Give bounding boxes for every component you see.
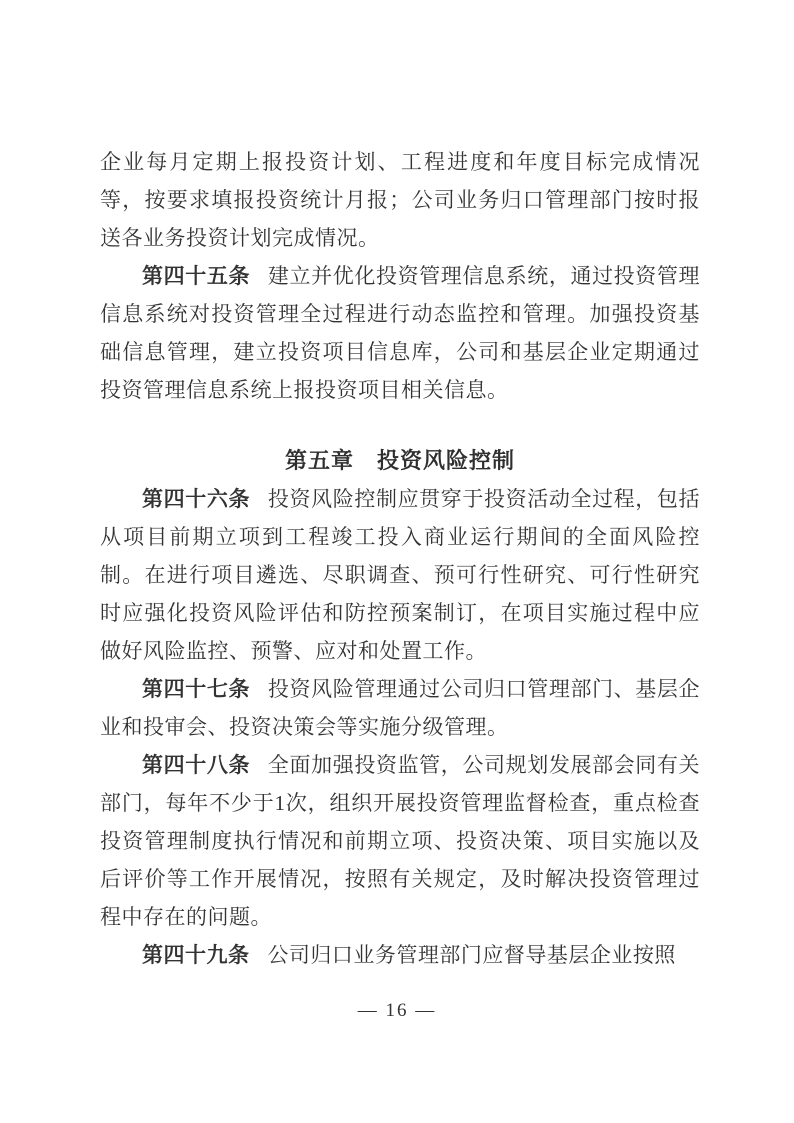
article-46-label: 第四十六条 [142, 487, 251, 511]
page-number: — 16 — [357, 1000, 437, 1021]
article-49-label: 第四十九条 [142, 943, 250, 967]
paragraph-continuation: 企业每月定期上报投资计划、工程进度和年度目标完成情况等，按要求填报投资统计月报；公司业务归口管理部门按时报送各业务投资计划完成情况。 [100, 150, 700, 250]
paragraph-article-45 [100, 257, 700, 409]
article-48-text: 全面加强投资监管，公司规划发展部会同有关部门，每年不少于1次，组织开展投资管理监督检查，重点检查投资管理制度执行情况和前期立项、投资决策、项目实施以及后评价等工作开展情况，按照有关规定，及时解决投资管理过程中存在的问题。 [100, 753, 701, 929]
chapter-5-heading: 第五章 投资风险控制 [284, 448, 515, 473]
article-45-label: 第四十五条 [142, 264, 251, 288]
page-content [100, 143, 700, 974]
article-46-text: 投资风险控制应贯穿于投资活动全过程，包括从项目前期立项到工程竣工投入商业运行期间的全面风险控制。在进行项目遴选、尽职调查、预可行性研究、可行性研究时应强化投资风险评估和防控预案制订，在项目实施过程中应做好风险监控、预警、应对和处置工作。 [100, 487, 701, 663]
article-45-text: 建立并优化投资管理信息系统，通过投资管理信息系统对投资管理全过程进行动态监控和管理。加强投资基础信息管理，建立投资项目信息库，公司和基层企业定期通过投资管理信息系统上报投资项目相关信息。 [100, 264, 701, 402]
paragraph-article-49 [100, 936, 700, 974]
article-47-label: 第四十七条 [142, 677, 251, 701]
paragraph-article-48 [100, 746, 700, 936]
article-48-label: 第四十八条 [142, 753, 251, 777]
article-49-text: 公司归口业务管理部门应督导基层企业按照 [267, 943, 676, 967]
article-47-text: 投资风险管理通过公司归口管理部门、基层企业和投审会、投资决策会等实施分级管理。 [100, 677, 701, 739]
page-footer [0, 1000, 794, 1022]
paragraph-article-46 [100, 480, 700, 670]
paragraph-article-47 [100, 670, 700, 746]
